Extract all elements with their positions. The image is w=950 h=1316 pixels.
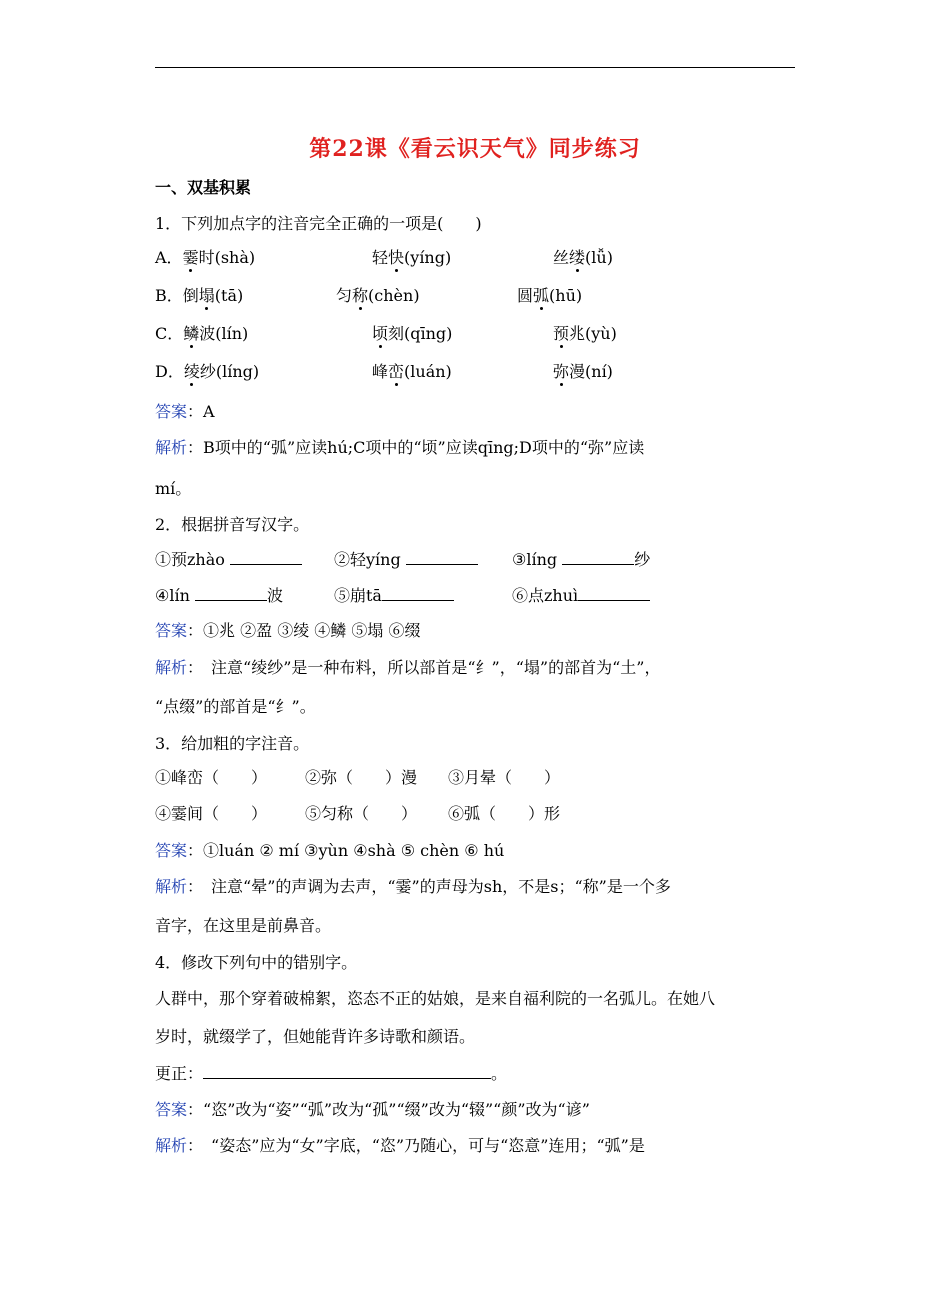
q4-text: 人群中，那个穿着破棉絮，恣态不正的姑娘，是来自福利院的一名弧儿。在她八 bbox=[155, 989, 716, 1008]
q3-stem: 3．给加粗的字注音。 bbox=[155, 734, 310, 753]
q1-option-a-b: 轻快(yíng) bbox=[372, 248, 452, 267]
q2-stem: 2．根据拼音写汉字。 bbox=[155, 515, 310, 534]
q1-answer: 答案：A bbox=[155, 402, 215, 421]
q3-analysis-cont: 音字，在这里是前鼻音。 bbox=[155, 916, 332, 935]
q1-option-a-c: 丝缕(lǚ) bbox=[553, 248, 613, 267]
q4-analysis: 解析： “姿态”应为“女”字底，“恣”乃随心，可与“恣意”连用；“弧”是 bbox=[155, 1136, 645, 1155]
q1-analysis-cont: mí。 bbox=[155, 479, 192, 498]
analysis-label: 解析 bbox=[155, 438, 188, 457]
q3-item-6: ⑥弧（ ）形 bbox=[448, 804, 561, 823]
q3-item-3: ③月晕（ ） bbox=[448, 768, 561, 787]
q1-option-b-b: 匀称(chèn) bbox=[336, 286, 420, 305]
q2-item-6: ⑥点zhuì bbox=[512, 584, 650, 608]
q3-item-4: ④霎间（ ） bbox=[155, 804, 268, 823]
answer-label: 答案 bbox=[155, 402, 188, 421]
q1-stem: 1．下列加点字的注音完全正确的一项是( ) bbox=[155, 214, 482, 233]
q2-item-4: ④lín 波 bbox=[155, 586, 283, 605]
q1-option-d: D．绫纱(líng) bbox=[155, 362, 260, 381]
q2-analysis-cont: “点缀”的部首是“纟”。 bbox=[155, 697, 316, 716]
q1-analysis: 解析：B项中的“弧”应读hú;C项中的“顷”应读qīng;D项中的“弥”应读 bbox=[155, 438, 645, 457]
q2-answer: 答案：①兆 ②盈 ③绫 ④鳞 ⑤塌 ⑥缀 bbox=[155, 621, 421, 640]
q3-item-5: ⑤匀称（ ） bbox=[305, 804, 418, 823]
q3-answer: 答案：①luán ② mí ③yùn ④shà ⑤ chèn ⑥ hú bbox=[155, 841, 505, 860]
page-title: 第22课《看云识天气》同步练习 bbox=[309, 136, 641, 162]
q3-analysis: 解析： 注意“晕”的声调为去声，“霎”的声母为sh，不是s；“称”是一个多 bbox=[155, 877, 671, 896]
q2-item-5: ⑤崩tā bbox=[334, 584, 454, 608]
q1-option-c-c: 预兆(yù) bbox=[553, 324, 617, 343]
section-heading: 一、双基积累 bbox=[155, 178, 252, 197]
q1-option-d-c: 弥漫(ní) bbox=[553, 362, 613, 381]
q1-option-a: A．霎时(shà) bbox=[155, 248, 256, 267]
q4-answer: 答案：“恣”改为“姿”“弧”改为“孤”“缀”改为“辍”“颜”改为“谚” bbox=[155, 1100, 590, 1119]
q2-item-2: ②轻yíng bbox=[334, 548, 478, 572]
q1-option-c-b: 顷刻(qīng) bbox=[372, 324, 453, 343]
q4-fix-line: 更正： 。 bbox=[155, 1064, 508, 1083]
header-rule bbox=[155, 67, 795, 68]
q2-item-3: ③líng 纱 bbox=[512, 550, 651, 569]
q3-item-1: ①峰峦（ ） bbox=[155, 768, 268, 787]
q4-stem: 4．修改下列句中的错别字。 bbox=[155, 953, 358, 972]
q1-option-d-b: 峰峦(luán) bbox=[372, 362, 452, 381]
q4-text-cont: 岁时，就缀学了，但她能背许多诗歌和颜语。 bbox=[155, 1027, 476, 1046]
q1-option-b: B．倒塌(tā) bbox=[155, 286, 244, 305]
q1-option-b-c: 圆弧(hū) bbox=[517, 286, 583, 305]
q2-analysis: 解析： 注意“绫纱”是一种布料，所以部首是“纟”，“塌”的部首为“土”， bbox=[155, 658, 661, 677]
q1-option-c: C．鳞波(lín) bbox=[155, 324, 249, 343]
q2-item-1: ①预zhào bbox=[155, 548, 302, 572]
q3-item-2: ②弥（ ）漫 bbox=[305, 768, 418, 787]
